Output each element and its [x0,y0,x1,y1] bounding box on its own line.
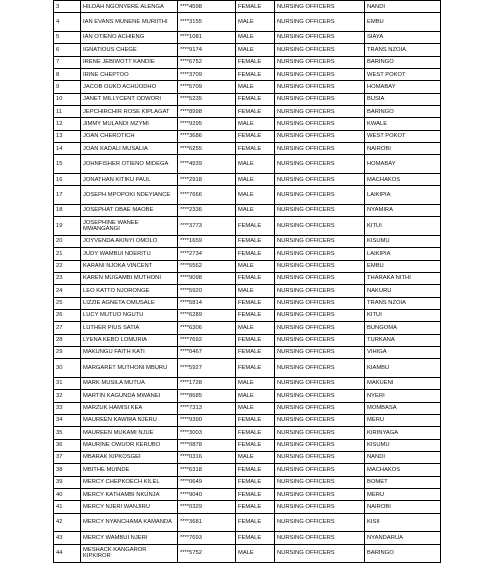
row-number: 3 [54,1,81,13]
county-cell: LAIKIPIA [365,248,441,260]
name-cell: LEO KATTO NJORONGE [81,285,178,297]
cadre-cell: NURSING OFFICERS [275,402,365,414]
name-cell: HILDAH NGONYERE ALENGA [81,1,178,13]
county-cell: NYANDARUA [365,532,441,544]
name-cell: JANET MILLYCENT ODWORI [81,93,178,105]
county-cell: WEST POKOT [365,68,441,80]
id-number-cell: ****4598 [178,1,236,13]
id-number-cell: ****6255 [178,143,236,155]
cadre-cell: NURSING OFFICERS [275,260,365,272]
gender-cell: MALE [236,544,275,563]
gender-cell: FEMALE [236,272,275,284]
gender-cell: MALE [236,118,275,130]
table-row [54,81,441,93]
table-row [54,143,441,155]
id-number-cell: ****8998 [178,106,236,118]
cadre-cell: NURSING OFFICERS [275,68,365,80]
gender-cell: FEMALE [236,56,275,68]
table-row [54,488,441,500]
gender-cell: FEMALE [236,130,275,142]
name-cell: KARANI NJOKA VINCENT [81,260,178,272]
county-cell: KWALE [365,118,441,130]
name-cell: IRINE CHEPTOO [81,68,178,80]
name-cell: IGNATIOUS CHEGE [81,44,178,56]
id-number-cell: ****0878 [178,439,236,451]
cadre-cell: NURSING OFFICERS [275,143,365,155]
gender-cell: FEMALE [236,334,275,346]
county-cell: MACHAKOS [365,464,441,476]
name-cell: IAN OTIENO ACHIENG [81,31,178,43]
table-row [54,68,441,80]
cadre-cell: NURSING OFFICERS [275,13,365,32]
county-cell: NANDI [365,451,441,463]
id-number-cell: ****2734 [178,248,236,260]
table-row [54,173,441,185]
row-number: 27 [54,322,81,334]
cadre-cell: NURSING OFFICERS [275,130,365,142]
county-cell: HOMABAY [365,155,441,174]
cadre-cell: NURSING OFFICERS [275,106,365,118]
name-cell: JACOB OUKO ACHUODHO [81,81,178,93]
row-number: 25 [54,297,81,309]
row-number: 5 [54,31,81,43]
table-row [54,106,441,118]
id-number-cell: ****9390 [178,414,236,426]
gender-cell: FEMALE [236,476,275,488]
name-cell: JOAN KADALI MUSALIA [81,143,178,155]
county-cell: MERU [365,414,441,426]
name-cell: LUCY MUTUO NGUTU [81,309,178,321]
gender-cell: MALE [236,285,275,297]
id-number-cell: ****9295 [178,118,236,130]
county-cell: KISUMU [365,235,441,247]
county-cell: KISUMU [365,439,441,451]
row-number: 41 [54,501,81,513]
table-row [54,501,441,513]
row-number: 23 [54,272,81,284]
gender-cell: FEMALE [236,346,275,358]
county-cell: SIAYA [365,31,441,43]
row-number: 26 [54,309,81,321]
id-number-cell: ****6289 [178,309,236,321]
row-number: 36 [54,439,81,451]
cadre-cell: NURSING OFFICERS [275,532,365,544]
name-cell: MBITHE MUINDE [81,464,178,476]
id-number-cell: ****7313 [178,402,236,414]
cadre-cell: NURSING OFFICERS [275,464,365,476]
table-row [54,204,441,216]
gender-cell: FEMALE [236,217,275,236]
cadre-cell: NURSING OFFICERS [275,414,365,426]
id-number-cell: ****9174 [178,44,236,56]
name-cell: JOSEPHAT OBAE MAOBE [81,204,178,216]
name-cell: MARK MUSILA MUTUA [81,377,178,389]
cadre-cell: NURSING OFFICERS [275,93,365,105]
id-number-cell: ****7666 [178,186,236,205]
row-number: 21 [54,248,81,260]
row-number: 34 [54,414,81,426]
cadre-cell: NURSING OFFICERS [275,451,365,463]
gender-cell: MALE [236,44,275,56]
cadre-cell: NURSING OFFICERS [275,44,365,56]
nursing-officers-table [53,0,441,563]
gender-cell: FEMALE [236,464,275,476]
county-cell: EMBU [365,260,441,272]
gender-cell: FEMALE [236,235,275,247]
name-cell: MBARAK KIPKOSGEI [81,451,178,463]
gender-cell: MALE [236,204,275,216]
cadre-cell: NURSING OFFICERS [275,334,365,346]
table-row [54,476,441,488]
name-cell: JOAN CHEROTICH [81,130,178,142]
gender-cell: MALE [236,31,275,43]
row-number: 39 [54,476,81,488]
county-cell: TURKANA [365,334,441,346]
row-number: 8 [54,68,81,80]
row-number: 15 [54,155,81,174]
county-cell: NAKURU [365,285,441,297]
county-cell: BUSIA [365,93,441,105]
cadre-cell: NURSING OFFICERS [275,1,365,13]
name-cell: IAN EVANS MUNENE MURIITHI [81,13,178,32]
county-cell: BARINGO [365,56,441,68]
cadre-cell: NURSING OFFICERS [275,173,365,185]
county-cell: BARINGO [365,106,441,118]
table-row [54,377,441,389]
county-cell: HOMABAY [365,81,441,93]
county-cell: KIAMBU [365,359,441,378]
cadre-cell: NURSING OFFICERS [275,501,365,513]
cadre-cell: NURSING OFFICERS [275,118,365,130]
county-cell: MERU [365,488,441,500]
table-row [54,130,441,142]
name-cell: MAURINE OWUOR KERUBO [81,439,178,451]
gender-cell: MALE [236,390,275,402]
county-cell: LAIKIPIA [365,186,441,205]
cadre-cell: NURSING OFFICERS [275,427,365,439]
table-row [54,186,441,205]
id-number-cell: ****0316 [178,451,236,463]
name-cell: MERCY CHEPKOECH KILEL [81,476,178,488]
table-row [54,297,441,309]
cadre-cell: NURSING OFFICERS [275,155,365,174]
row-number: 32 [54,390,81,402]
row-number: 18 [54,204,81,216]
county-cell: NAIROBI [365,501,441,513]
cadre-cell: NURSING OFFICERS [275,186,365,205]
table-row [54,31,441,43]
gender-cell: FEMALE [236,309,275,321]
gender-cell: MALE [236,402,275,414]
cadre-cell: NURSING OFFICERS [275,359,365,378]
table-row [54,309,441,321]
row-number: 14 [54,143,81,155]
table-row [54,427,441,439]
gender-cell: MALE [236,13,275,32]
table-row [54,390,441,402]
county-cell: MACHAKOS [365,173,441,185]
id-number-cell: ****5562 [178,260,236,272]
table-row [54,248,441,260]
id-number-cell: ****3681 [178,513,236,532]
row-number: 4 [54,13,81,32]
row-number: 22 [54,260,81,272]
county-cell: WEST POKOT [365,130,441,142]
gender-cell: FEMALE [236,414,275,426]
name-cell: MAUREEN KAWIRA NJERU [81,414,178,426]
cadre-cell: NURSING OFFICERS [275,544,365,563]
id-number-cell: ****5235 [178,93,236,105]
county-cell: NANDI [365,1,441,13]
county-cell: TRANS NZOIA [365,44,441,56]
county-cell: NYAMIRA [365,204,441,216]
name-cell: JIMMY MULANDI MZYMI [81,118,178,130]
id-number-cell: ****9098 [178,272,236,284]
table-row [54,544,441,563]
gender-cell: FEMALE [236,488,275,500]
name-cell: JOHNFISHER OTIENO MIDEGA [81,155,178,174]
name-cell: MAKUNGU FAITH KATI [81,346,178,358]
table-row [54,334,441,346]
table-row [54,56,441,68]
row-number: 35 [54,427,81,439]
table-row [54,93,441,105]
id-number-cell: ****2336 [178,204,236,216]
gender-cell: MALE [236,260,275,272]
cadre-cell: NURSING OFFICERS [275,513,365,532]
county-cell: BUNGOMA [365,322,441,334]
table-row [54,13,441,32]
gender-cell: FEMALE [236,427,275,439]
table-row [54,451,441,463]
name-cell: LUTHER PIUS SATIA [81,322,178,334]
row-number: 10 [54,93,81,105]
row-number: 29 [54,346,81,358]
cadre-cell: NURSING OFFICERS [275,272,365,284]
name-cell: MARGARET MUTHONI MBURU [81,359,178,378]
id-number-cell: ****5814 [178,297,236,309]
gender-cell: FEMALE [236,68,275,80]
table-body [54,1,441,563]
row-number: 43 [54,532,81,544]
cadre-cell: NURSING OFFICERS [275,309,365,321]
name-cell: MARZUK HAMISI KEA [81,402,178,414]
row-number: 19 [54,217,81,236]
cadre-cell: NURSING OFFICERS [275,31,365,43]
cadre-cell: NURSING OFFICERS [275,439,365,451]
table-row [54,155,441,174]
table-row [54,414,441,426]
gender-cell: FEMALE [236,1,275,13]
gender-cell: FEMALE [236,439,275,451]
row-number: 37 [54,451,81,463]
row-number: 44 [54,544,81,563]
id-number-cell: ****9040 [178,488,236,500]
cadre-cell: NURSING OFFICERS [275,217,365,236]
name-cell: IRENE JEBIWOTT KANDIE [81,56,178,68]
gender-cell: FEMALE [236,248,275,260]
name-cell: JOSEPH MPOPOKI NDEYIANCE [81,186,178,205]
id-number-cell: ****3709 [178,68,236,80]
cadre-cell: NURSING OFFICERS [275,346,365,358]
name-cell: JOYVENDA AKINYI OMOLO [81,235,178,247]
cadre-cell: NURSING OFFICERS [275,476,365,488]
cadre-cell: NURSING OFFICERS [275,322,365,334]
county-cell: MAKUENI [365,377,441,389]
table-row [54,322,441,334]
id-number-cell: ****2918 [178,173,236,185]
name-cell: MERCY WAMBUI NJERI [81,532,178,544]
row-number: 6 [54,44,81,56]
row-number: 20 [54,235,81,247]
county-cell: NAIROBI [365,143,441,155]
county-cell: MOMBASA [365,402,441,414]
county-cell: KISII [365,513,441,532]
table-row [54,439,441,451]
name-cell: MERCY KATHAMBI NKUNJA [81,488,178,500]
cadre-cell: NURSING OFFICERS [275,81,365,93]
id-number-cell: ****0649 [178,476,236,488]
id-number-cell: ****3155 [178,13,236,32]
row-number: 12 [54,118,81,130]
cadre-cell: NURSING OFFICERS [275,235,365,247]
name-cell: LYENA KEBO LOMURIA [81,334,178,346]
name-cell: JONATHAN KITIKU PAUL [81,173,178,185]
id-number-cell: ****1728 [178,377,236,389]
id-number-cell: ****6752 [178,56,236,68]
row-number: 9 [54,81,81,93]
table-row [54,359,441,378]
table-row [54,346,441,358]
row-number: 7 [54,56,81,68]
cadre-cell: NURSING OFFICERS [275,204,365,216]
row-number: 28 [54,334,81,346]
id-number-cell: ****0329 [178,501,236,513]
gender-cell: FEMALE [236,297,275,309]
county-cell: EMBU [365,13,441,32]
cadre-cell: NURSING OFFICERS [275,285,365,297]
gender-cell: FEMALE [236,106,275,118]
id-number-cell: ****5920 [178,285,236,297]
county-cell: BOMET [365,476,441,488]
row-number: 31 [54,377,81,389]
id-number-cell: ****7693 [178,532,236,544]
table-row [54,217,441,236]
name-cell: MARTIN KAGUNDA MWANEI [81,390,178,402]
county-cell: BARINGO [365,544,441,563]
gender-cell: FEMALE [236,532,275,544]
row-number: 11 [54,106,81,118]
name-cell: MERCY NYANCHAMA KAMANDA [81,513,178,532]
gender-cell: MALE [236,186,275,205]
cadre-cell: NURSING OFFICERS [275,390,365,402]
id-number-cell: ****3003 [178,427,236,439]
gender-cell: FEMALE [236,501,275,513]
table-row [54,513,441,532]
row-number: 42 [54,513,81,532]
row-number: 24 [54,285,81,297]
table-row [54,272,441,284]
table-row [54,260,441,272]
cadre-cell: NURSING OFFICERS [275,248,365,260]
row-number: 38 [54,464,81,476]
gender-cell: MALE [236,155,275,174]
table-row [54,402,441,414]
id-number-cell: ****1659 [178,235,236,247]
table-row [54,285,441,297]
name-cell: JOSEPHINE WANEE MWANGANGI [81,217,178,236]
table-row [54,44,441,56]
cadre-cell: NURSING OFFICERS [275,377,365,389]
id-number-cell: ****7692 [178,334,236,346]
id-number-cell: ****1081 [178,31,236,43]
row-number: 13 [54,130,81,142]
cadre-cell: NURSING OFFICERS [275,297,365,309]
name-cell: JUDY WAMBUI NDERITU [81,248,178,260]
county-cell: NYERI [365,390,441,402]
row-number: 40 [54,488,81,500]
row-number: 30 [54,359,81,378]
id-number-cell: ****0467 [178,346,236,358]
name-cell: JEPCHIRCHIR ROSE KIPLAGAT [81,106,178,118]
table-row [54,235,441,247]
id-number-cell: ****5709 [178,81,236,93]
county-cell: VIHIGA [365,346,441,358]
county-cell: THARAKA NITHI [365,272,441,284]
name-cell: LIZZIE AGNETA OMUSALE [81,297,178,309]
gender-cell: MALE [236,173,275,185]
name-cell: KAREN MUGAMBI MUTHONI [81,272,178,284]
name-cell: MESHACK KANGAROR KIPKIROR [81,544,178,563]
gender-cell: MALE [236,451,275,463]
cadre-cell: NURSING OFFICERS [275,488,365,500]
row-number: 17 [54,186,81,205]
row-number: 16 [54,173,81,185]
row-number: 33 [54,402,81,414]
gender-cell: FEMALE [236,93,275,105]
gender-cell: FEMALE [236,513,275,532]
id-number-cell: ****3773 [178,217,236,236]
table-row [54,1,441,13]
id-number-cell: ****5927 [178,359,236,378]
gender-cell: FEMALE [236,359,275,378]
id-number-cell: ****3686 [178,130,236,142]
cadre-cell: NURSING OFFICERS [275,56,365,68]
gender-cell: FEMALE [236,143,275,155]
id-number-cell: ****6318 [178,464,236,476]
county-cell: KITUI [365,217,441,236]
name-cell: MAUREEN MUKAMI NJUE [81,427,178,439]
gender-cell: MALE [236,377,275,389]
gender-cell: MALE [236,81,275,93]
county-cell: KIRINYAGA [365,427,441,439]
id-number-cell: ****4939 [178,155,236,174]
gender-cell: MALE [236,322,275,334]
id-number-cell: ****8685 [178,390,236,402]
county-cell: TRANS NZOIA [365,297,441,309]
table-row [54,532,441,544]
id-number-cell: ****5752 [178,544,236,563]
table-row [54,464,441,476]
table-row [54,118,441,130]
id-number-cell: ****6306 [178,322,236,334]
name-cell: MERCY NJERI WANJIRU [81,501,178,513]
county-cell: KITUI [365,309,441,321]
